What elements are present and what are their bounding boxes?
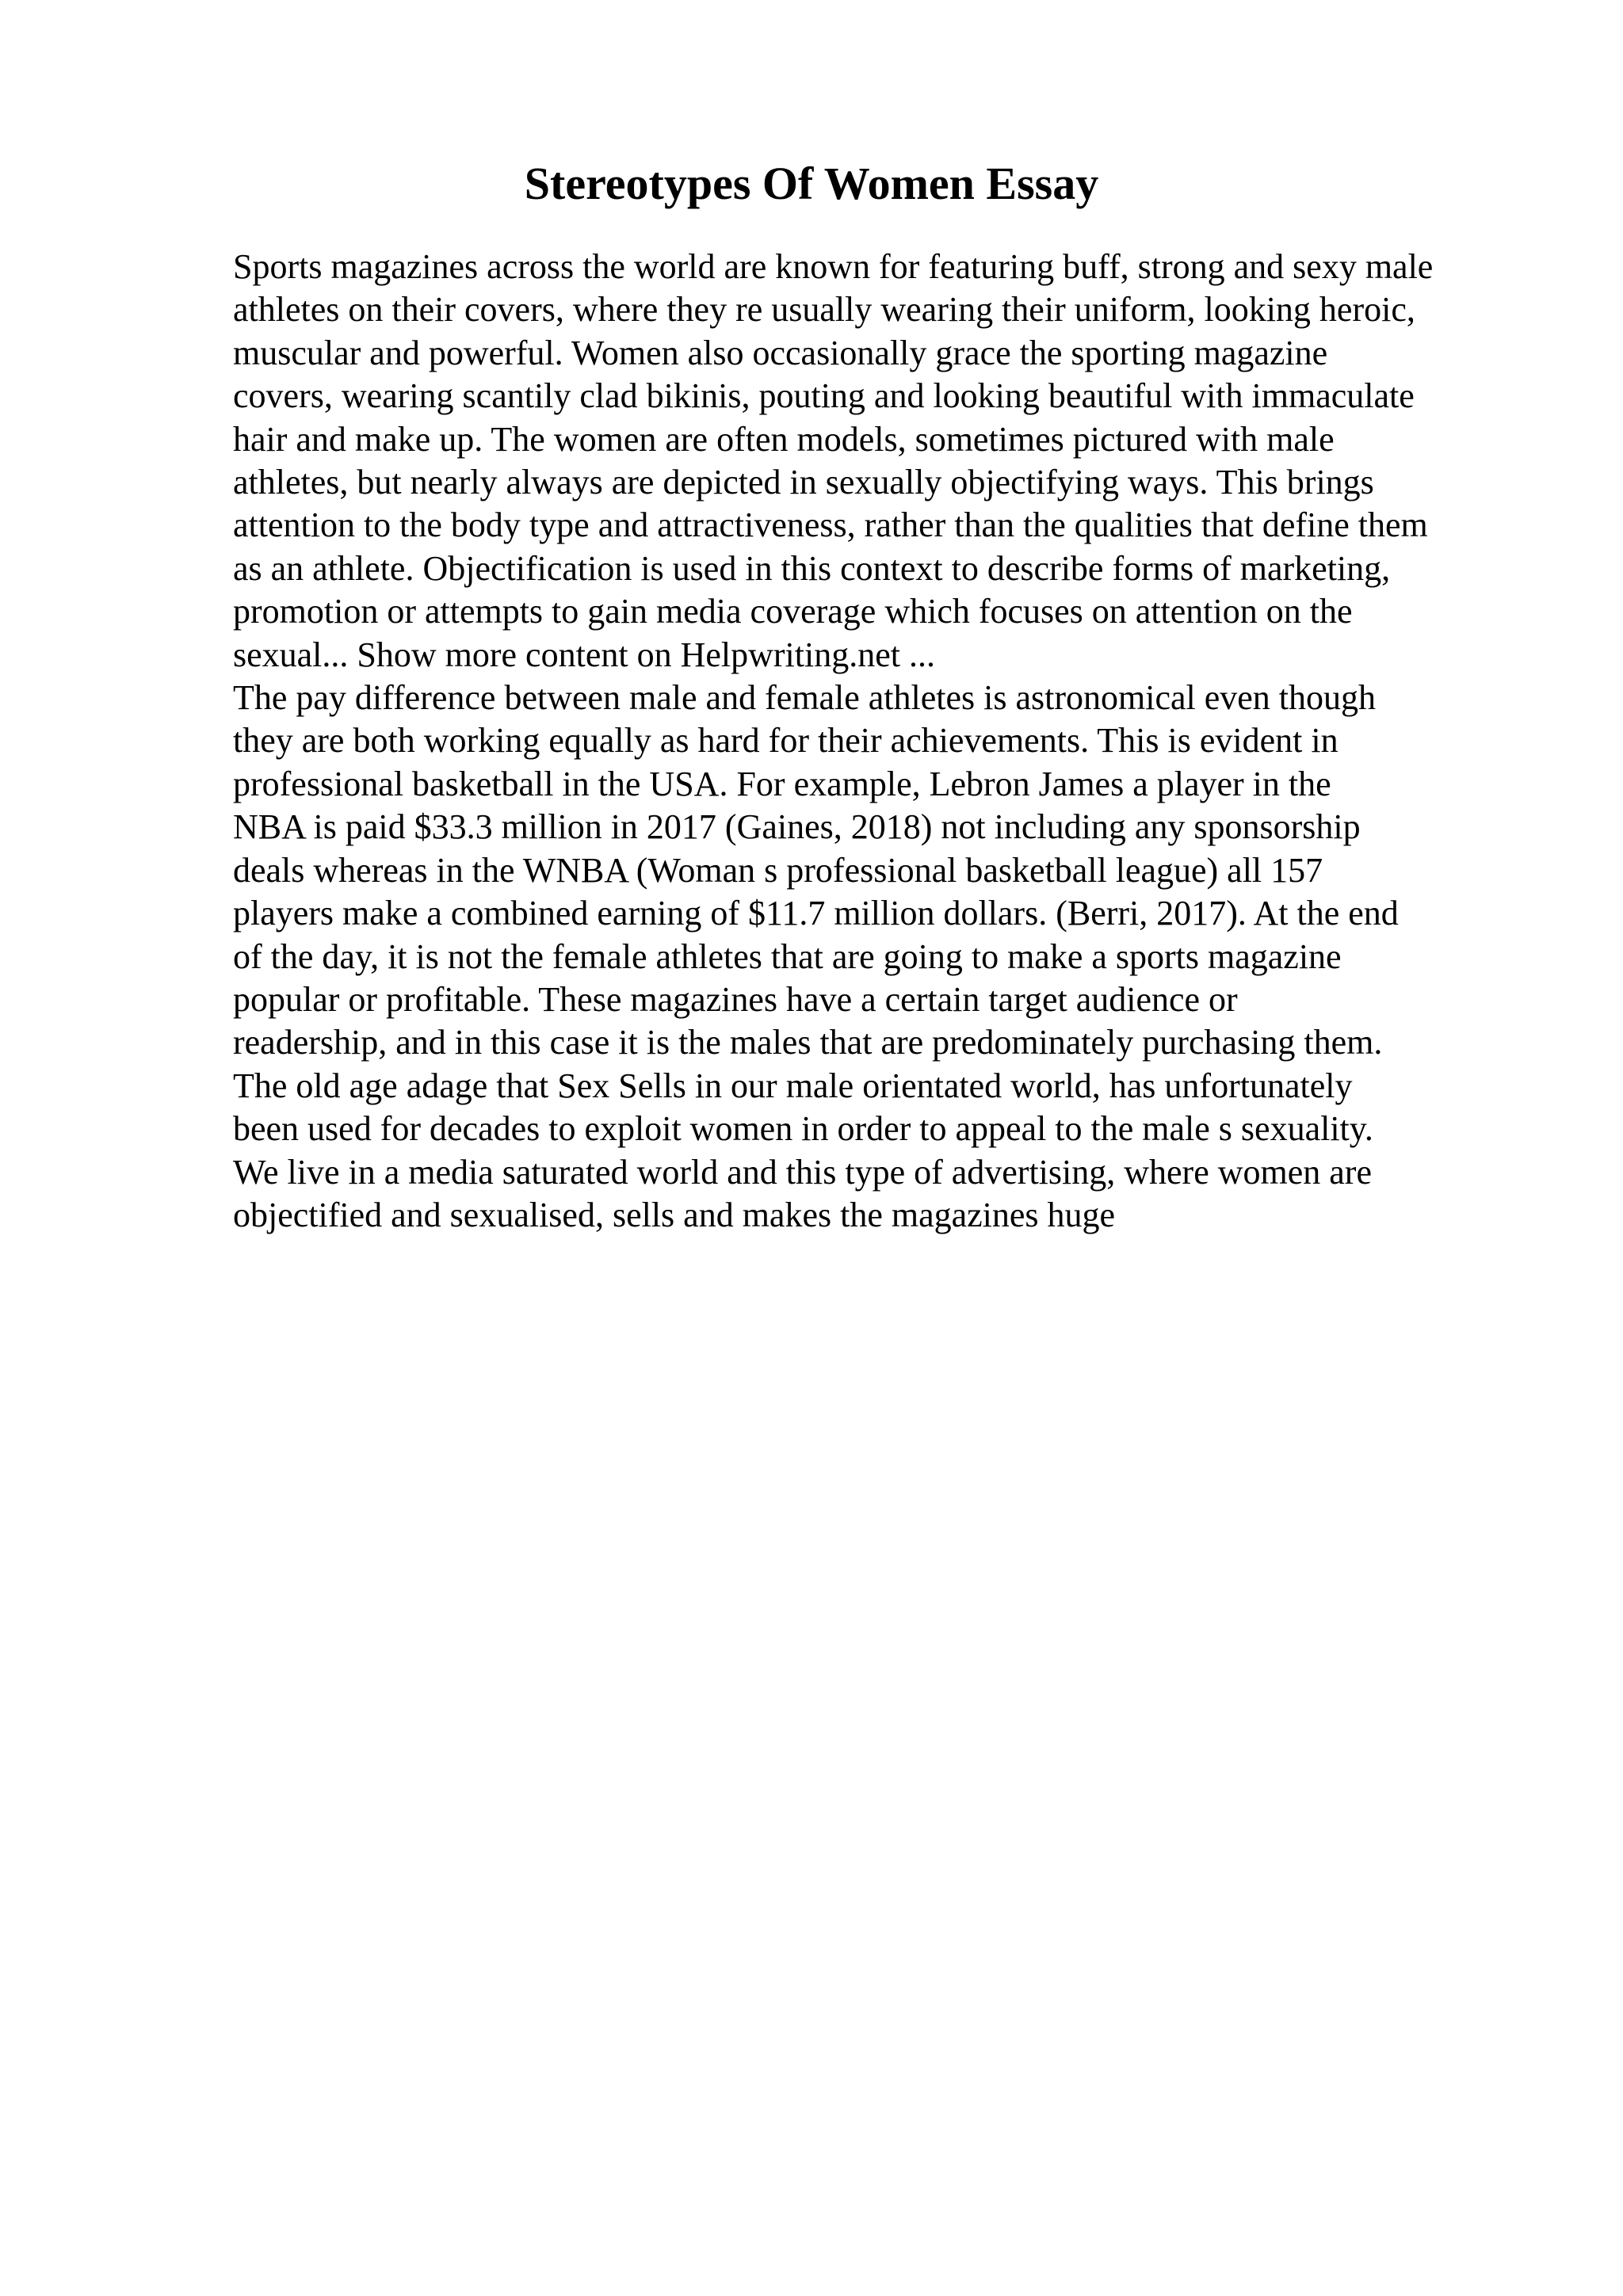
text-line: deals whereas in the WNBA (Woman s professional basketball league) all 157 [233, 850, 1323, 890]
text-line: The old age adage that Sex Sells in our male orientated world, has unfortunately [233, 1066, 1353, 1105]
text-line: been used for decades to exploit women in order to appeal to the male s sexuality. [233, 1109, 1373, 1149]
text-line: athletes, but nearly always are depicted in sexually objectifying ways. This brings [233, 463, 1374, 502]
text-line: popular or profitable. These magazines have a certain target audience or [233, 979, 1238, 1019]
text-line: of the day, it is not the female athletes that are going to make a sports magazine [233, 936, 1342, 976]
text-line: covers, wearing scantily clad bikinis, pouting and looking beautiful with immaculate [233, 376, 1415, 416]
text-line-show-more: sexual... Show more content on Helpwriting.net ... [233, 635, 935, 674]
text-line: muscular and powerful. Women also occasionally grace the sporting magazine [233, 333, 1328, 372]
text-line: they are both working equally as hard for their achievements. This is evident in [233, 721, 1338, 761]
text-line: hair and make up. The women are often models, sometimes pictured with male [233, 419, 1335, 459]
text-line: promotion or attempts to gain media coverage which focuses on attention on the [233, 592, 1353, 631]
text-line: professional basketball in the USA. For example, Lebron James a player in the [233, 764, 1331, 803]
text-line: objectified and sexualised, sells and makes the magazines huge [233, 1195, 1116, 1234]
text-line: Sports magazines across the world are known for featuring buff, strong and sexy male [233, 247, 1434, 286]
text-line: We live in a media saturated world and this type of advertising, where women are [233, 1152, 1372, 1192]
text-line: athletes on their covers, where they re usually wearing their uniform, looking heroic, [233, 290, 1415, 330]
text-line: attention to the body type and attractiveness, rather than the qualities that define them [233, 505, 1428, 545]
text-line: as an athlete. Objectification is used in this context to describe forms of marketing, [233, 548, 1391, 588]
text-line: readership, and in this case it is the males that are predominately purchasing them. [233, 1023, 1383, 1062]
text-line: players make a combined earning of $11.7 million dollars. (Berri, 2017). At the end [233, 894, 1399, 933]
document-title: Stereotypes Of Women Essay [524, 158, 1099, 209]
essay-body [233, 246, 1533, 1237]
text-line: NBA is paid $33.3 million in 2017 (Gaines, 2018) not including any sponsorship [233, 807, 1361, 847]
text-line: The pay difference between male and female athletes is astronomical even though [233, 678, 1377, 718]
